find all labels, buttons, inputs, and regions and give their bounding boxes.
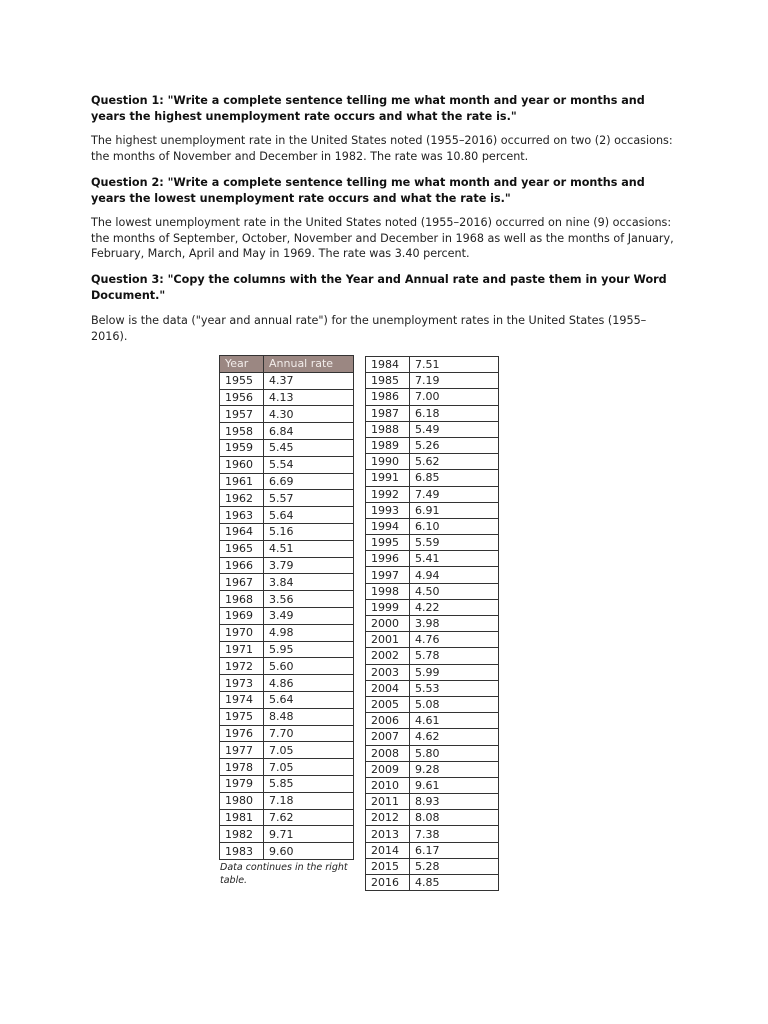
table-row bbox=[366, 405, 499, 421]
rate-cell: 3.49 bbox=[264, 607, 354, 624]
rate-cell: 4.86 bbox=[264, 675, 354, 692]
year-cell: 1970 bbox=[220, 624, 264, 641]
year-cell: 1986 bbox=[366, 389, 410, 405]
year-cell: 1980 bbox=[220, 792, 264, 809]
year-cell: 2014 bbox=[366, 842, 410, 858]
question-1: Question 1: "Write a complete sentence telling me what month and year or months and years the highest unemployment rate occurs and what the rate is." bbox=[91, 94, 645, 123]
year-cell: 2001 bbox=[366, 632, 410, 648]
year-cell: 2009 bbox=[366, 761, 410, 777]
rate-cell: 5.99 bbox=[410, 664, 499, 680]
year-cell: 1960 bbox=[220, 456, 264, 473]
year-cell: 1971 bbox=[220, 641, 264, 658]
table-row bbox=[220, 523, 354, 540]
year-cell: 1995 bbox=[366, 535, 410, 551]
rate-cell: 3.84 bbox=[264, 574, 354, 591]
table-row bbox=[220, 759, 354, 776]
rate-cell: 4.62 bbox=[410, 729, 499, 745]
year-cell: 1956 bbox=[220, 389, 264, 406]
table-row bbox=[220, 507, 354, 524]
rate-cell: 5.85 bbox=[264, 775, 354, 792]
table-row bbox=[366, 389, 499, 405]
year-cell: 1963 bbox=[220, 507, 264, 524]
rate-cell: 5.64 bbox=[264, 691, 354, 708]
rate-cell: 7.05 bbox=[264, 742, 354, 759]
table-row bbox=[220, 792, 354, 809]
rate-cell: 4.85 bbox=[410, 875, 499, 891]
year-cell: 1972 bbox=[220, 658, 264, 675]
year-cell: 1957 bbox=[220, 406, 264, 423]
year-cell: 1961 bbox=[220, 473, 264, 490]
rate-cell: 7.49 bbox=[410, 486, 499, 502]
year-cell: 2003 bbox=[366, 664, 410, 680]
rate-cell: 4.76 bbox=[410, 632, 499, 648]
year-cell: 1999 bbox=[366, 599, 410, 615]
year-cell: 1998 bbox=[366, 583, 410, 599]
table-row bbox=[366, 810, 499, 826]
year-cell: 1975 bbox=[220, 708, 264, 725]
rate-cell: 4.98 bbox=[264, 624, 354, 641]
rate-cell: 7.38 bbox=[410, 826, 499, 842]
rate-cell: 5.60 bbox=[264, 658, 354, 675]
table-right-body bbox=[366, 357, 499, 891]
year-cell: 1982 bbox=[220, 826, 264, 843]
rate-cell: 3.56 bbox=[264, 591, 354, 608]
table-row bbox=[366, 664, 499, 680]
year-cell: 2007 bbox=[366, 729, 410, 745]
table-row bbox=[220, 423, 354, 440]
table-row bbox=[366, 875, 499, 891]
table-row bbox=[366, 502, 499, 518]
data-table-right bbox=[365, 356, 499, 891]
table-row bbox=[220, 406, 354, 423]
rate-cell: 7.51 bbox=[410, 357, 499, 373]
year-cell: 1973 bbox=[220, 675, 264, 692]
rate-cell: 5.78 bbox=[410, 648, 499, 664]
table-row bbox=[220, 708, 354, 725]
year-cell: 1968 bbox=[220, 591, 264, 608]
rate-cell: 4.50 bbox=[410, 583, 499, 599]
table-row bbox=[220, 725, 354, 742]
table-row bbox=[366, 729, 499, 745]
rate-cell: 3.98 bbox=[410, 616, 499, 632]
table-row bbox=[366, 777, 499, 793]
rate-cell: 5.64 bbox=[264, 507, 354, 524]
table-row bbox=[366, 470, 499, 486]
rate-cell: 5.45 bbox=[264, 439, 354, 456]
rate-cell: 9.71 bbox=[264, 826, 354, 843]
answer-1: The highest unemployment rate in the United States noted (1955–2016) occurred on two (2) occasions: the months of November and December in 1982. The rate was 10.80 percent. bbox=[91, 134, 673, 163]
rate-cell: 4.22 bbox=[410, 599, 499, 615]
table-row bbox=[220, 641, 354, 658]
rate-cell: 3.79 bbox=[264, 557, 354, 574]
table-row bbox=[366, 616, 499, 632]
year-cell: 2011 bbox=[366, 794, 410, 810]
table-row bbox=[366, 745, 499, 761]
table-row bbox=[366, 437, 499, 453]
table-row bbox=[366, 680, 499, 696]
year-cell: 1983 bbox=[220, 843, 264, 860]
rate-cell: 5.28 bbox=[410, 858, 499, 874]
table-row bbox=[220, 775, 354, 792]
rate-cell: 7.19 bbox=[410, 373, 499, 389]
rate-cell: 6.18 bbox=[410, 405, 499, 421]
rate-cell: 4.30 bbox=[264, 406, 354, 423]
rate-cell: 4.51 bbox=[264, 540, 354, 557]
year-cell: 1964 bbox=[220, 523, 264, 540]
rate-cell: 9.60 bbox=[264, 843, 354, 860]
year-cell: 1991 bbox=[366, 470, 410, 486]
table-row bbox=[366, 454, 499, 470]
year-cell: 1979 bbox=[220, 775, 264, 792]
rate-cell: 9.61 bbox=[410, 777, 499, 793]
table-row bbox=[366, 535, 499, 551]
table-row bbox=[366, 794, 499, 810]
rate-cell: 9.28 bbox=[410, 761, 499, 777]
table-row bbox=[366, 486, 499, 502]
year-cell: 1993 bbox=[366, 502, 410, 518]
year-cell: 1966 bbox=[220, 557, 264, 574]
rate-cell: 7.70 bbox=[264, 725, 354, 742]
rate-cell: 7.00 bbox=[410, 389, 499, 405]
year-cell: 1996 bbox=[366, 551, 410, 567]
rate-cell: 7.62 bbox=[264, 809, 354, 826]
rate-cell: 5.41 bbox=[410, 551, 499, 567]
table-row bbox=[220, 591, 354, 608]
year-cell: 2015 bbox=[366, 858, 410, 874]
rate-cell: 6.84 bbox=[264, 423, 354, 440]
rate-cell: 5.57 bbox=[264, 490, 354, 507]
rate-cell: 6.91 bbox=[410, 502, 499, 518]
rate-cell: 5.80 bbox=[410, 745, 499, 761]
rate-cell: 5.53 bbox=[410, 680, 499, 696]
table-row bbox=[366, 518, 499, 534]
year-cell: 1967 bbox=[220, 574, 264, 591]
rate-cell: 4.37 bbox=[264, 372, 354, 389]
question-2: Question 2: "Write a complete sentence telling me what month and year or months and years the lowest unemployment rate occurs and what the rate is." bbox=[91, 176, 645, 205]
year-cell: 2004 bbox=[366, 680, 410, 696]
table-row bbox=[220, 439, 354, 456]
year-cell: 1976 bbox=[220, 725, 264, 742]
table-row bbox=[366, 357, 499, 373]
answer-3: Below is the data ("year and annual rate") for the unemployment rates in the United States (1955–2016). bbox=[91, 314, 647, 343]
table-row bbox=[220, 809, 354, 826]
table-row bbox=[220, 372, 354, 389]
year-cell: 1962 bbox=[220, 490, 264, 507]
year-cell: 1969 bbox=[220, 607, 264, 624]
table-row bbox=[220, 389, 354, 406]
year-cell: 1985 bbox=[366, 373, 410, 389]
rate-cell: 5.49 bbox=[410, 421, 499, 437]
header-year: Year bbox=[220, 356, 264, 373]
table-row bbox=[366, 373, 499, 389]
table-row bbox=[220, 557, 354, 574]
rate-cell: 5.08 bbox=[410, 696, 499, 712]
year-cell: 1984 bbox=[366, 357, 410, 373]
question-3: Question 3: "Copy the columns with the Year and Annual rate and paste them in your Word Document." bbox=[91, 273, 667, 302]
header-annual-rate: Annual rate bbox=[264, 356, 354, 373]
table-row bbox=[220, 490, 354, 507]
rate-cell: 5.59 bbox=[410, 535, 499, 551]
table-row bbox=[220, 658, 354, 675]
year-cell: 1959 bbox=[220, 439, 264, 456]
rate-cell: 5.95 bbox=[264, 641, 354, 658]
table-row bbox=[220, 456, 354, 473]
year-cell: 2005 bbox=[366, 696, 410, 712]
table-row bbox=[366, 842, 499, 858]
year-cell: 1977 bbox=[220, 742, 264, 759]
rate-cell: 5.26 bbox=[410, 437, 499, 453]
year-cell: 2000 bbox=[366, 616, 410, 632]
rate-cell: 4.13 bbox=[264, 389, 354, 406]
year-cell: 2016 bbox=[366, 875, 410, 891]
table-row bbox=[366, 583, 499, 599]
rate-cell: 6.17 bbox=[410, 842, 499, 858]
rate-cell: 8.08 bbox=[410, 810, 499, 826]
table-row bbox=[220, 675, 354, 692]
year-cell: 1965 bbox=[220, 540, 264, 557]
table-row bbox=[220, 691, 354, 708]
rate-cell: 7.18 bbox=[264, 792, 354, 809]
table-row bbox=[220, 624, 354, 641]
table-row bbox=[366, 567, 499, 583]
rate-cell: 5.62 bbox=[410, 454, 499, 470]
year-cell: 2006 bbox=[366, 713, 410, 729]
rate-cell: 4.94 bbox=[410, 567, 499, 583]
rate-cell: 4.61 bbox=[410, 713, 499, 729]
rate-cell: 6.10 bbox=[410, 518, 499, 534]
year-cell: 2013 bbox=[366, 826, 410, 842]
table-row bbox=[366, 551, 499, 567]
table-left-body bbox=[220, 372, 354, 859]
table-row bbox=[366, 858, 499, 874]
table-row bbox=[366, 826, 499, 842]
table-row bbox=[220, 742, 354, 759]
table-row bbox=[220, 826, 354, 843]
table-row bbox=[366, 761, 499, 777]
year-cell: 1989 bbox=[366, 437, 410, 453]
table-row bbox=[366, 421, 499, 437]
table-row bbox=[220, 607, 354, 624]
table-row bbox=[220, 843, 354, 860]
year-cell: 1988 bbox=[366, 421, 410, 437]
year-cell: 2010 bbox=[366, 777, 410, 793]
year-cell: 1974 bbox=[220, 691, 264, 708]
table-note: Data continues in the right table. bbox=[220, 862, 348, 886]
year-cell: 1955 bbox=[220, 372, 264, 389]
year-cell: 1992 bbox=[366, 486, 410, 502]
rate-cell: 5.54 bbox=[264, 456, 354, 473]
year-cell: 1994 bbox=[366, 518, 410, 534]
table-row bbox=[366, 599, 499, 615]
table-row bbox=[366, 648, 499, 664]
year-cell: 2008 bbox=[366, 745, 410, 761]
rate-cell: 6.85 bbox=[410, 470, 499, 486]
rate-cell: 5.16 bbox=[264, 523, 354, 540]
rate-cell: 7.05 bbox=[264, 759, 354, 776]
table-row bbox=[220, 574, 354, 591]
rate-cell: 6.69 bbox=[264, 473, 354, 490]
table-row bbox=[220, 540, 354, 557]
year-cell: 1987 bbox=[366, 405, 410, 421]
year-cell: 1981 bbox=[220, 809, 264, 826]
data-table-left bbox=[219, 355, 354, 860]
rate-cell: 8.93 bbox=[410, 794, 499, 810]
year-cell: 2012 bbox=[366, 810, 410, 826]
answer-2: The lowest unemployment rate in the United States noted (1955–2016) occurred on nine (9) occasions: the months of September, October, November and December in 1968 as well as the months of January, February, March, April and May in 1969. The rate was 3.40 percent. bbox=[91, 216, 674, 260]
year-cell: 2002 bbox=[366, 648, 410, 664]
year-cell: 1958 bbox=[220, 423, 264, 440]
table-header-row bbox=[220, 356, 354, 373]
rate-cell: 8.48 bbox=[264, 708, 354, 725]
table-row bbox=[366, 696, 499, 712]
year-cell: 1990 bbox=[366, 454, 410, 470]
table-row bbox=[366, 713, 499, 729]
table-row bbox=[366, 632, 499, 648]
year-cell: 1978 bbox=[220, 759, 264, 776]
table-row bbox=[220, 473, 354, 490]
year-cell: 1997 bbox=[366, 567, 410, 583]
